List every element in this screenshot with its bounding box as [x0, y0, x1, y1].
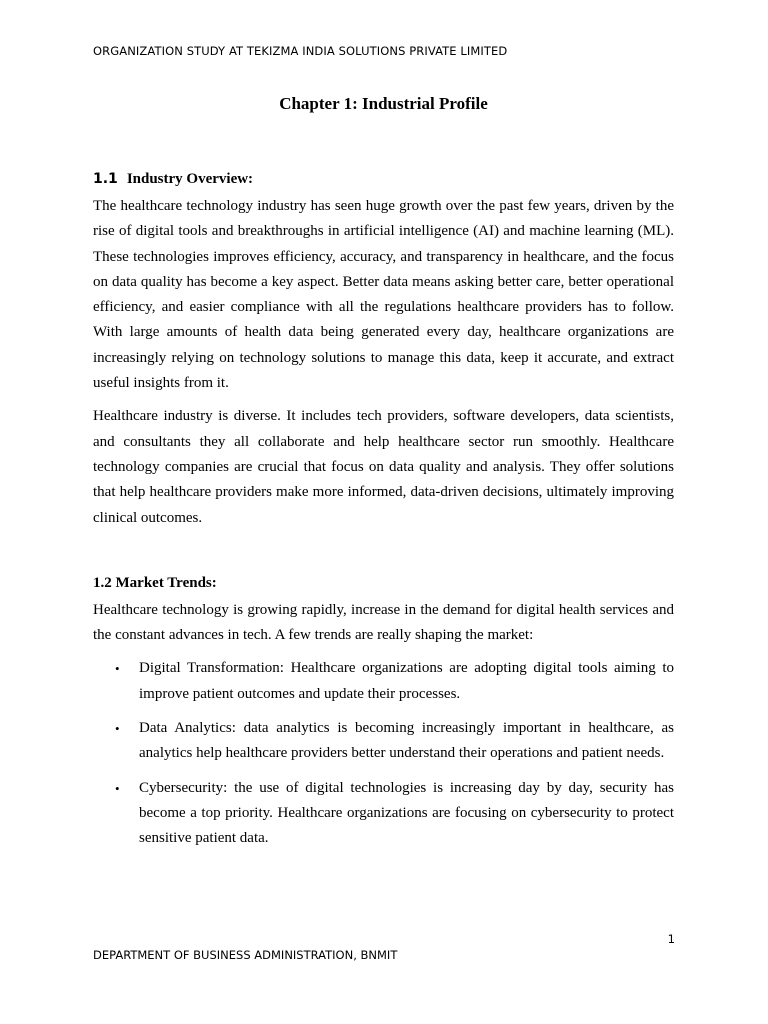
page-footer: DEPARTMENT OF BUSINESS ADMINISTRATION, BNMIT	[93, 948, 398, 962]
list-item	[93, 716, 674, 767]
list-item-text: Cybersecurity: the use of digital technologies is increasing day by day, security has become a top priority. Healthcare organizations are focusing on cybersecurity to protect sensitive patient data.	[139, 779, 674, 847]
bullet-icon: •	[115, 721, 120, 737]
section-heading-industry-overview	[93, 168, 674, 190]
list-item-text: Data Analytics: data analytics is becoming increasingly important in healthcare, as analytics help healthcare providers better understand their operations and patient needs.	[139, 720, 674, 762]
section-heading-market-trends: 1.2 Market Trends:	[93, 574, 217, 591]
paragraph-industry-overview-2: Healthcare industry is diverse. It includes tech providers, software developers, data scientists, and consultants they all collaborate and help healthcare sector run smoothly. Healthcare technology companies are crucial that focus on data quality and analysis. They offer solutions that help healthcare providers make more informed, data-driven decisions, ultimately improving clinical outcomes.	[93, 408, 674, 526]
bullet-icon: •	[115, 780, 120, 796]
section-number: 1.1	[93, 171, 118, 187]
paragraph-market-trends-intro: Healthcare technology is growing rapidly, increase in the demand for digital health services and the constant advances in tech. A few trends are really shaping the market:	[93, 601, 674, 644]
section-title: Industry Overview:	[126, 171, 254, 187]
market-trends-list	[93, 656, 674, 851]
bullet-icon: •	[115, 661, 120, 677]
page-number: 1	[667, 932, 675, 946]
page-header: ORGANIZATION STUDY AT TEKIZMA INDIA SOLUTIONS PRIVATE LIMITED	[93, 44, 508, 58]
paragraph-industry-overview-1: The healthcare technology industry has seen huge growth over the past few years, driven by the rise of digital tools and breakthroughs in artificial intelligence (AI) and machine learning (ML). These technologies improves efficiency, accuracy, and transparency in healthcare, and the focus on data quality has become a key aspect. Better data means asking better care, better operational efficiency, and easier compliance with all the regulations healthcare providers has to follow. With large amounts of health data being generated every day, healthcare organizations are increasingly relying on technology solutions to manage this data, keep it accurate, and extract useful insights from it.	[93, 198, 674, 392]
list-item	[93, 656, 674, 707]
chapter-title: Chapter 1: Industrial Profile	[279, 94, 488, 113]
list-item-text: Digital Transformation: Healthcare organizations are adopting digital tools aiming to improve patient outcomes and update their processes.	[139, 660, 674, 702]
list-item	[93, 776, 674, 852]
document-body	[93, 92, 674, 861]
